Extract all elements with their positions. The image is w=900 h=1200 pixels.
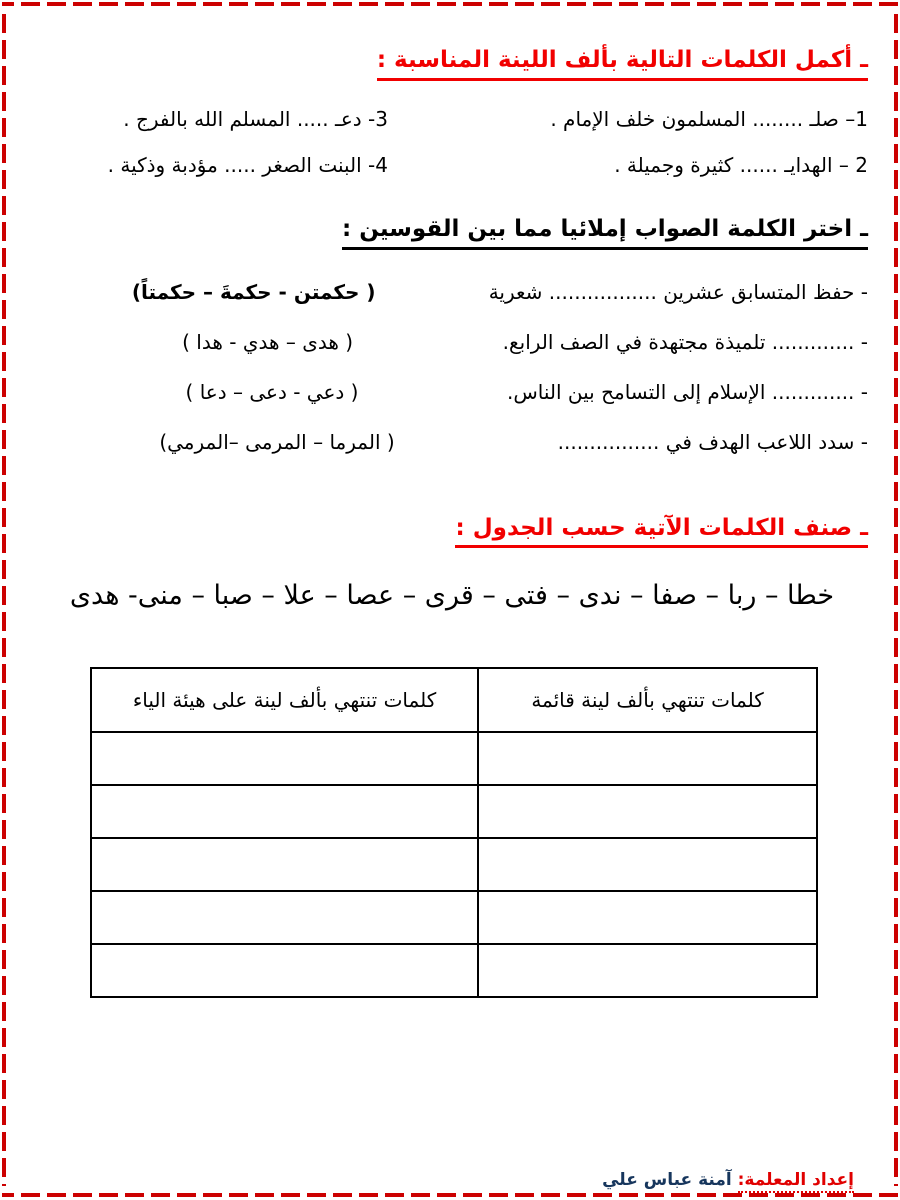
choose-options-4: ( المرما – المرمى –المرمي) <box>159 429 395 454</box>
choose-options-2: ( هدى – هدي - هدا ) <box>182 329 354 354</box>
complete-items <box>40 107 868 177</box>
section-complete-heading-text: ـ أكمل الكلمات التالية بألف اللينة المناسبة : <box>377 46 868 81</box>
choose-row <box>42 330 868 354</box>
classify-table-header-yaa-alif: كلمات تنتهي بألف لينة على هيئة الياء <box>91 668 478 732</box>
choose-sentence-4: - سدد اللاعب الهدف في ................ <box>557 429 868 454</box>
classify-table-empty-cell <box>478 732 817 785</box>
classify-words-line: خطا – ربا – صفا – ندى – فتى – قرى – عصا – علا – صبا – منى- هدى <box>69 580 835 612</box>
classify-table-empty-cell <box>478 944 817 997</box>
classify-table-empty-cell <box>91 838 478 891</box>
page-border-top <box>2 2 898 6</box>
choose-rows <box>40 280 868 454</box>
section-complete-heading <box>40 46 868 81</box>
footer-teacher-name: آمنة عباس علي <box>602 1170 738 1190</box>
page-border-bottom <box>2 1193 898 1197</box>
choose-sentence-1: - حفظ المتسابق عشرين ................. شعرية <box>488 279 868 304</box>
complete-item-1: 1– صلـ ........ المسلمون خلف الإمام . <box>550 106 868 131</box>
classify-table-row <box>91 732 817 785</box>
page-border-right <box>894 14 898 1186</box>
choose-sentence-3: - ............. الإسلام إلى التسامح بين الناس. <box>507 379 868 404</box>
page-border-left <box>2 14 6 1186</box>
classify-table-empty-cell <box>478 838 817 891</box>
classify-table-header-row <box>91 668 817 732</box>
complete-item-4: 4- البنت الصغر ..... مؤدبة وذكية . <box>107 152 388 177</box>
classify-table <box>90 667 818 998</box>
choose-row <box>42 380 868 404</box>
classify-table-row <box>91 785 817 838</box>
section-choose-heading-text: ـ اختر الكلمة الصواب إملائيا مما بين القوسين : <box>342 215 868 250</box>
section-classify-heading <box>40 514 868 549</box>
classify-table-row <box>91 944 817 997</box>
complete-item-2: 2 – الهدايـ ...... كثيرة وجميلة . <box>614 152 868 177</box>
classify-table-empty-cell <box>478 891 817 944</box>
classify-table-empty-cell <box>91 732 478 785</box>
classify-table-empty-cell <box>91 785 478 838</box>
choose-row <box>42 430 868 454</box>
classify-table-empty-cell <box>91 891 478 944</box>
classify-table-header-standing-alif: كلمات تنتهي بألف لينة قائمة <box>478 668 817 732</box>
classify-table-row <box>91 838 817 891</box>
complete-item-3: 3- دعـ ..... المسلم الله بالفرج . <box>123 106 388 131</box>
choose-options-1: ( حكمتن - حكمةَ – حكمتاً) <box>131 279 376 304</box>
section-classify-heading-text: ـ صنف الكلمات الآتية حسب الجدول : <box>455 514 868 549</box>
footer <box>602 1170 854 1190</box>
choose-options-3: ( دعي - دعى – دعا ) <box>185 379 359 404</box>
section-choose-heading <box>40 215 868 250</box>
classify-table-empty-cell <box>478 785 817 838</box>
footer-teacher-label: إعداد المعلمة: <box>738 1170 854 1193</box>
classify-table-empty-cell <box>91 944 478 997</box>
choose-sentence-2: - ............. تلميذة مجتهدة في الصف الرابع. <box>502 329 868 354</box>
choose-row <box>42 280 868 304</box>
classify-table-row <box>91 891 817 944</box>
